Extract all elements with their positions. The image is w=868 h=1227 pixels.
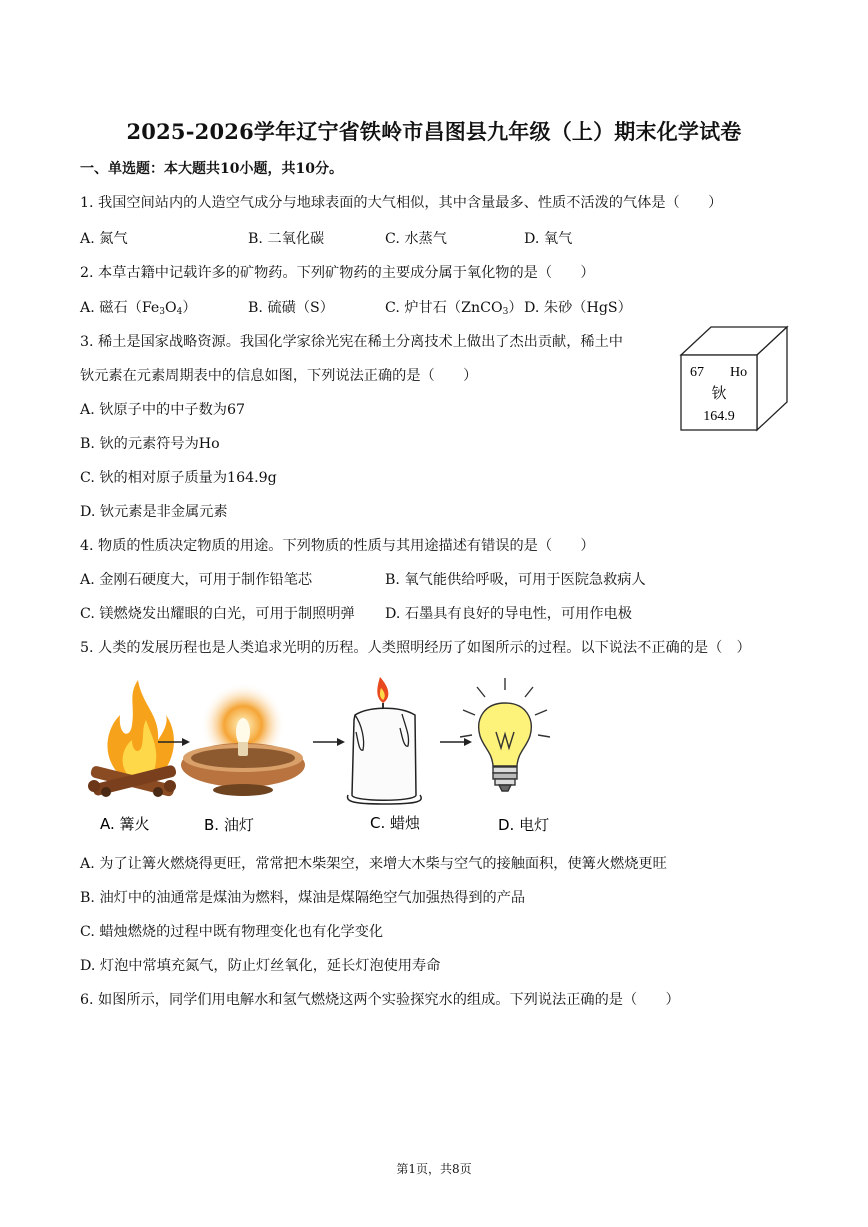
question-3-stem-line1: 3. 稀土是国家战略资源。我国化学家徐光宪在稀土分离技术上做出了杰出贡献，稀土中 bbox=[80, 334, 623, 350]
cube-element-symbol: Ho bbox=[730, 365, 748, 380]
page-title: 2025-2026学年辽宁省铁岭市昌图县九年级（上）期末化学试卷 bbox=[126, 119, 742, 144]
q2-option-b: B. 硫磺（S） bbox=[248, 300, 334, 316]
q3-option-b: B. 钬的元素符号为Ho bbox=[80, 436, 220, 452]
arrow-icon bbox=[313, 738, 345, 746]
q2-option-a bbox=[80, 297, 197, 317]
caption-candle: C. 蜡烛 bbox=[370, 814, 421, 832]
lighting-history-figure bbox=[80, 670, 600, 850]
question-2-stem: 2. 本草古籍中记载许多的矿物药。下列矿物药的主要成分属于氧化物的是（ ） bbox=[80, 265, 595, 281]
q1-option-b: B. 二氧化碳 bbox=[248, 231, 325, 247]
question-5-stem: 5. 人类的发展历程也是人类追求光明的历程。人类照明经历了如图所示的过程。以下说法不正确的是（ ） bbox=[80, 640, 751, 656]
q3-option-a: A. 钬原子中的中子数为67 bbox=[80, 402, 246, 418]
q2-c-post: ） bbox=[508, 300, 523, 316]
section-heading: 一、单选题：本大题共10小题，共10分。 bbox=[80, 161, 343, 177]
question-3-stem-line2: 钬元素在元素周期表中的信息如图，下列说法正确的是（ ） bbox=[80, 368, 478, 384]
arrow-icon bbox=[440, 738, 472, 746]
question-1-stem: 1. 我国空间站内的人造空气成分与地球表面的大气相似，其中含量最多、性质不活泼的气体是（ ） bbox=[80, 195, 723, 211]
caption-oil-lamp: B. 油灯 bbox=[204, 816, 254, 834]
q5-option-b: B. 油灯中的油通常是煤油为燃料，煤油是煤隔绝空气加强热得到的产品 bbox=[80, 890, 526, 906]
page-footer: 第1页，共8页 bbox=[396, 1162, 472, 1176]
q5-option-d: D. 灯泡中常填充氮气，防止灯丝氧化，延长灯泡使用寿命 bbox=[80, 958, 441, 974]
q1-option-a: A. 氮气 bbox=[80, 231, 128, 247]
question-6-stem: 6. 如图所示，同学们用电解水和氢气燃烧这两个实验探究水的组成。下列说法正确的是（ ） bbox=[80, 992, 680, 1008]
q3-option-c: C. 钬的相对原子质量为164.9g bbox=[80, 470, 277, 486]
q2-c-pre: C. 炉甘石（ZnCO bbox=[385, 300, 503, 316]
q5-option-a: A. 为了让篝火燃烧得更旺，常常把木柴架空，来增大木柴与空气的接触面积，使篝火燃烧更旺 bbox=[80, 856, 667, 872]
cube-atomic-number: 67 bbox=[690, 365, 704, 380]
q3-option-d: D. 钬元素是非金属元素 bbox=[80, 504, 228, 520]
q4-option-c: C. 镁燃烧发出耀眼的白光，可用于制照明弹 bbox=[80, 606, 355, 622]
holmium-element-cube bbox=[676, 322, 792, 434]
question-4-stem: 4. 物质的性质决定物质的用途。下列物质的性质与其用途描述有错误的是（ ） bbox=[80, 538, 595, 554]
bonfire-icon bbox=[88, 680, 177, 797]
q4-option-b: B. 氧气能供给呼吸，可用于医院急救病人 bbox=[385, 572, 646, 588]
light-bulb-icon bbox=[460, 678, 550, 791]
caption-electric-lamp: D. 电灯 bbox=[498, 816, 550, 834]
q2-option-d: D. 朱砂（HgS） bbox=[524, 300, 632, 316]
cube-element-name: 钬 bbox=[711, 384, 727, 402]
q1-option-d: D. 氧气 bbox=[524, 231, 573, 247]
cube-atomic-mass: 164.9 bbox=[703, 409, 735, 424]
q4-option-a: A. 金刚石硬度大，可用于制作铅笔芯 bbox=[80, 572, 313, 588]
caption-bonfire: A. 篝火 bbox=[100, 815, 150, 833]
q2-option-c bbox=[385, 297, 523, 317]
q2-c-sub: 3 bbox=[502, 307, 509, 317]
q2-a-sub1: 3 bbox=[159, 307, 166, 317]
oil-lamp-icon bbox=[181, 683, 305, 796]
q5-option-c: C. 蜡烛燃烧的过程中既有物理变化也有化学变化 bbox=[80, 924, 384, 940]
q2-a-post: ） bbox=[182, 300, 197, 316]
q2-a-pre: A. 磁石（Fe bbox=[80, 300, 160, 316]
candle-icon bbox=[347, 677, 421, 804]
q1-option-c: C. 水蒸气 bbox=[385, 231, 447, 247]
q2-a-sub2: 4 bbox=[176, 307, 183, 317]
q2-a-mid: O bbox=[165, 300, 177, 316]
q4-option-d: D. 石墨具有良好的导电性，可用作电极 bbox=[385, 606, 632, 622]
